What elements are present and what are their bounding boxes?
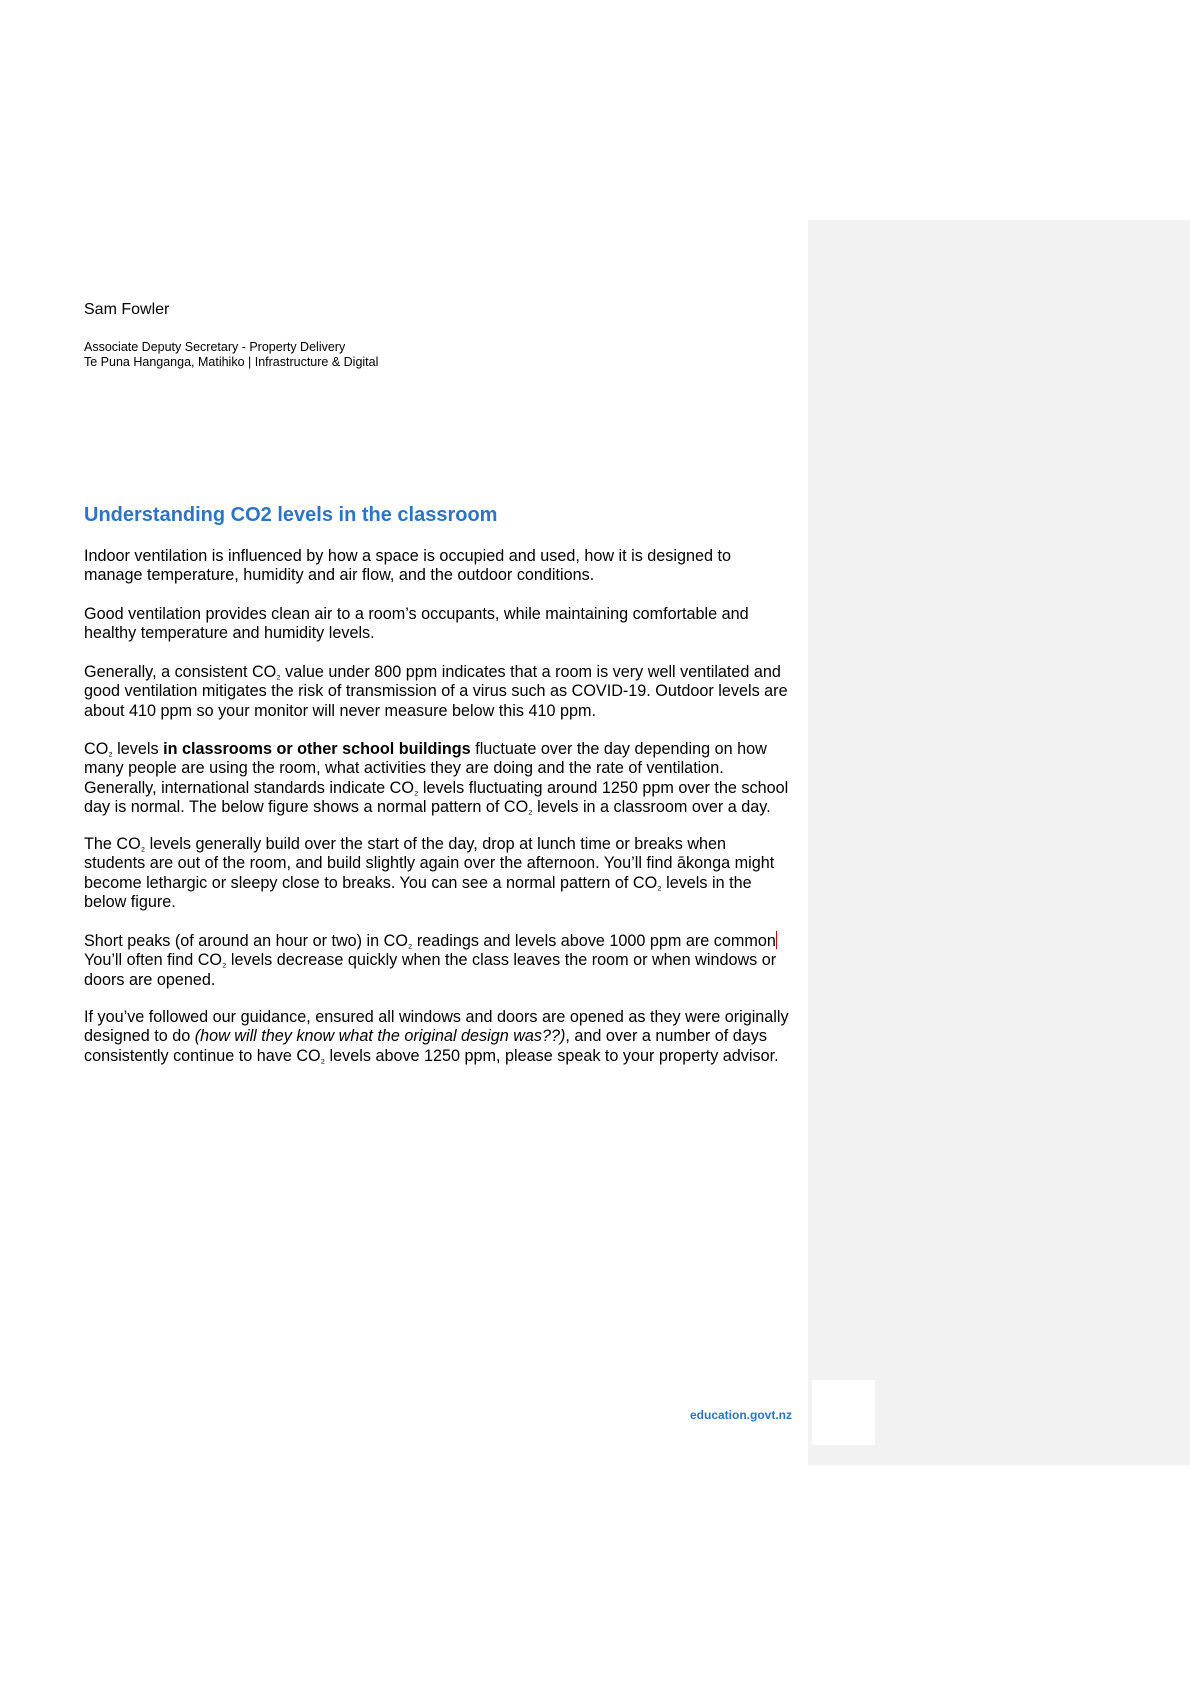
text-cursor	[776, 931, 777, 949]
logo-placeholder	[812, 1380, 875, 1445]
page-heading: Understanding CO2 levels in the classroom	[84, 504, 498, 526]
paragraph-5: The $CO_{_2}$ levels generally build over the start of the day, drop at lunch time or breaks when students are out of the room, and build slightly again over the afternoon. You’ll find ākonga might become lethargic or sleepy close to breaks. You can see a normal pattern of $CO_{_2}$ levels in the below figure.	[84, 835, 775, 911]
paragraph-4: $CO_{_2}$ levels in classrooms or other school buildings fluctuate over the day depending on how many people are using the room, what activities they are doing and the rate of ventilation. Generally, international standards indicate $CO_{_2}$ levels fluctuating around 1250 ppm over the school day is normal. The below figure shows a normal pattern of $CO_{_2}$ levels in a classroom over a day.	[84, 740, 789, 817]
paragraph-1: Indoor ventilation is influenced by how a space is occupied and used, how it is designed to manage temperature, humidity and air flow, and the outdoor conditions.	[84, 547, 732, 585]
paragraph-6: Short peaks (of around an hour or two) in $CO_{_2}$ readings and levels above 1000 ppm are common You’ll often find $CO_{_2}$ levels decrease quickly when the class leaves the room or when windows or doors are opened.	[84, 932, 777, 989]
role-line: Associate Deputy Secretary - Property Delivery	[84, 340, 346, 354]
department-line: Te Puna Hanganga, Matihiko | Infrastructure & Digital	[84, 355, 379, 369]
footer-website: education.govt.nz	[690, 1408, 792, 1422]
side-panel	[808, 220, 1190, 1465]
paragraph-2: Good ventilation provides clean air to a room’s occupants, while maintaining comfortable and healthy temperature and humidity levels.	[84, 605, 749, 643]
author-name: Sam Fowler	[84, 301, 170, 318]
paragraph-7: If you’ve followed our guidance, ensured all windows and doors are opened as they were originally designed to do (how will they know what the original design was??), and over a number of days consistently continue to have $CO_{_2}$ levels above 1250 ppm, please speak to your property advisor.	[84, 1008, 789, 1066]
paragraph-3: Generally, a consistent $CO_{_2}$ value under 800 ppm indicates that a room is very well ventilated and good ventilation mitigates the risk of transmission of a virus such as COVID-19. Outdoor levels are about 410 ppm so your monitor will never measure below this 410 ppm.	[84, 663, 788, 720]
author-role	[84, 340, 378, 370]
